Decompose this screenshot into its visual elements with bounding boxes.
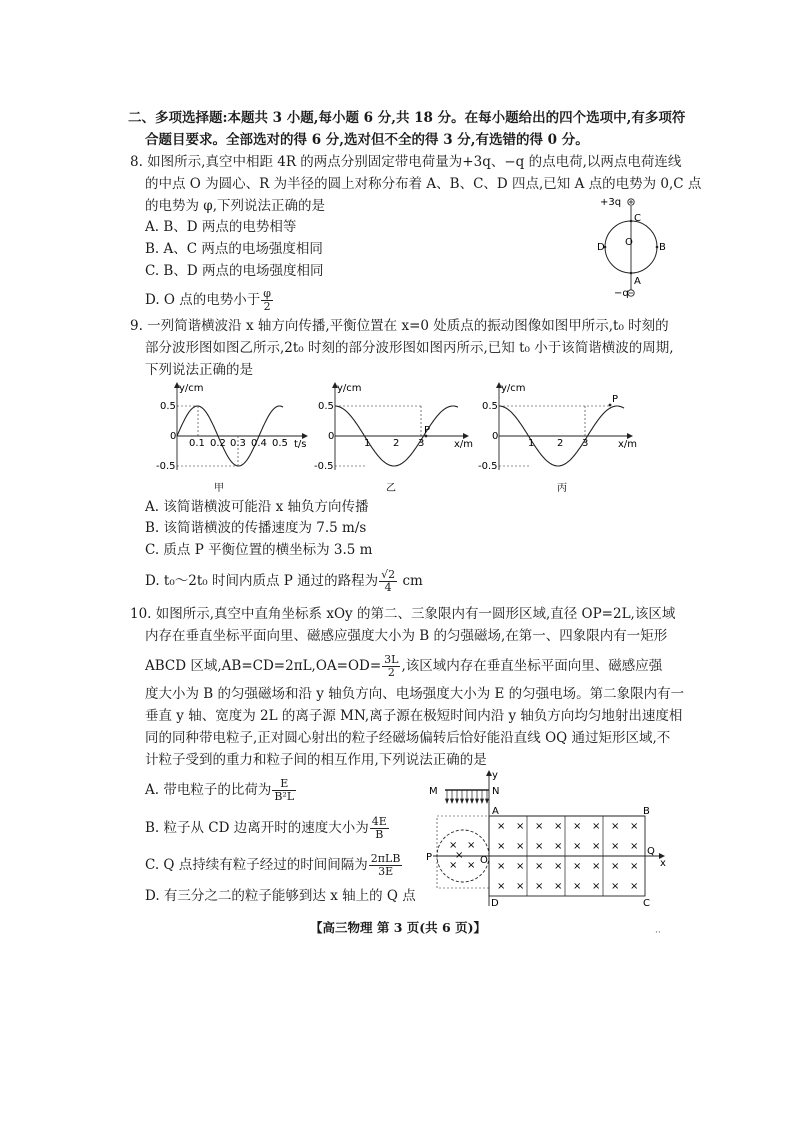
q9-option-d: D. t₀～2t₀ 时间内质点 P 通过的路程为 $\frac{√2}{4}$ cm bbox=[145, 568, 423, 594]
q10-field-cross: × bbox=[497, 841, 506, 852]
q8-line1: 8. 如图所示,真空中相距 4R 的两点分别固定带电荷量为+3q、−q 的点电荷,以两点电荷连线 bbox=[130, 154, 682, 170]
q10-label-m: M bbox=[429, 786, 438, 797]
q10-field-cross: × bbox=[592, 881, 601, 892]
q9-jia-tick: 0.2 bbox=[210, 438, 226, 449]
q10-field-cross: × bbox=[516, 861, 525, 872]
q9-option-b: B. 该简谐横波的传播速度为 7.5 m/s bbox=[145, 520, 367, 536]
q10-option-c: C. Q 点持续有粒子经过的时间间隔为 $\frac{\text{2πLB}}{3E}$ bbox=[145, 852, 401, 878]
q10-field-cross: × bbox=[611, 821, 620, 832]
q9-jia-tick: 0.1 bbox=[189, 438, 205, 449]
q10-line3: ABCD 区域,AB=CD=2πL,OA=OD= $\frac{3L}{2}$ ,该区域内存在垂直坐标平面向里、磁感应强 bbox=[145, 653, 663, 679]
q9-line3: 下列说法正确的是 bbox=[145, 362, 253, 378]
q10-circle-cross: × bbox=[449, 860, 458, 871]
q10-option-b: B. 粒子从 CD 边离开时的速度大小为 $\frac{4E}{B}$ bbox=[145, 815, 387, 841]
q10-field-cross: × bbox=[535, 881, 544, 892]
q10-field-cross: × bbox=[573, 861, 582, 872]
q9-jia-xlabel: t/s bbox=[294, 439, 307, 450]
q9-jia-tick: 0.4 bbox=[251, 438, 267, 449]
q10-field-cross: × bbox=[592, 821, 601, 832]
q10-field-cross: × bbox=[554, 821, 563, 832]
q9-yi-tick: 1 bbox=[364, 438, 371, 449]
q9-bing-ytop: 0.5 bbox=[482, 401, 498, 412]
q10-field-cross: × bbox=[611, 861, 620, 872]
q8-option-a: A. B、D 两点的电势相等 bbox=[145, 219, 297, 235]
q9-line2: 部分波形图如图乙所示,2t₀ 时刻的部分波形图如图丙所示,已知 t₀ 小于该简谐横波的周期, bbox=[145, 340, 674, 356]
q8-label-d: D bbox=[597, 242, 605, 253]
q9-figure-bing bbox=[472, 380, 642, 495]
q10-line5: 垂直 y 轴、宽度为 2L 的离子源 MN,离子源在极短时间内沿 y 轴负方向均匀地射出速度相 bbox=[145, 708, 683, 724]
q10-circle-cross: × bbox=[455, 850, 464, 861]
q10-label-x: x bbox=[660, 858, 666, 869]
q8-label-b: B bbox=[659, 242, 666, 253]
q10-option-d: D. 有三分之二的粒子能够到达 x 轴上的 Q 点 bbox=[145, 888, 416, 904]
q9-bing-tick: 3 bbox=[582, 438, 589, 449]
q9-bing-point-p: P bbox=[612, 394, 619, 405]
q10-field-cross: × bbox=[535, 821, 544, 832]
q8-line2: 的中点 O 为圆心、R 为半径的圆上对称分布着 A、B、C、D 四点,已知 A 点的电势为 0,C 点 bbox=[145, 176, 702, 192]
q10-label-n: N bbox=[492, 786, 500, 797]
q10-field-cross: × bbox=[630, 861, 639, 872]
q10-line4: 度大小为 B 的匀强磁场和沿 y 轴负方向、电场强度大小为 E 的匀强电场。第二象限内有一 bbox=[145, 686, 685, 702]
q8-line3: 的电势为 φ,下列说法正确的是 bbox=[145, 198, 326, 214]
q10-field-cross: × bbox=[592, 841, 601, 852]
q8-option-b: B. A、C 两点的电场强度相同 bbox=[145, 241, 323, 257]
q9-option-c: C. 质点 P 平衡位置的横坐标为 3.5 m bbox=[145, 542, 373, 558]
q9-yi-tick: 2 bbox=[393, 438, 400, 449]
q9-yi-xlabel: x/m bbox=[454, 439, 474, 450]
q10-circle-cross: × bbox=[467, 860, 476, 871]
q10-field-cross: × bbox=[554, 861, 563, 872]
q9-jia-caption: 甲 bbox=[214, 483, 224, 494]
q9-jia-tick: 0.5 bbox=[272, 438, 288, 449]
q10-field-cross: × bbox=[630, 841, 639, 852]
q9-bing-caption: 丙 bbox=[557, 483, 567, 494]
q9-jia-ytop: 0.5 bbox=[160, 401, 176, 412]
q9-jia-tick: 0.3 bbox=[230, 438, 246, 449]
corner-mark: ·· bbox=[655, 928, 661, 938]
q9-bing-xlabel: x/m bbox=[618, 439, 638, 450]
q8-option-c: C. B、D 两点的电场强度相同 bbox=[145, 263, 324, 279]
q9-bing-ylabel: y/cm bbox=[501, 383, 526, 394]
q9-yi-ybot: -0.5 bbox=[314, 461, 334, 472]
q10-field-figure bbox=[425, 768, 675, 910]
q8-label-top-charge: +3q bbox=[600, 197, 622, 208]
q10-circle-cross: × bbox=[467, 840, 476, 851]
q10-label-y: y bbox=[492, 770, 498, 781]
q9-yi-zero: 0 bbox=[328, 431, 335, 442]
q8-label-a: A bbox=[634, 276, 641, 287]
page-footer: 【高三物理 第 3 页(共 6 页)】 bbox=[310, 920, 486, 935]
q8-label-bottom-charge: −q bbox=[614, 288, 629, 299]
q10-label-d: D bbox=[491, 898, 499, 909]
q8-label-c: C bbox=[634, 213, 641, 224]
section-header-line1: 二、多项选择题:本题共 3 小题,每小题 6 分,共 18 分。在每小题给出的四个选项中,有多项符 bbox=[128, 110, 686, 126]
q10-circle-cross: × bbox=[449, 840, 458, 851]
q10-field-cross: × bbox=[592, 861, 601, 872]
q9-yi-tick: 3 bbox=[418, 438, 425, 449]
q10-field-cross: × bbox=[497, 861, 506, 872]
q8-option-d: D. O 点的电势小于 $\frac{\varphi}{2}$ bbox=[145, 287, 271, 313]
q10-label-a: A bbox=[492, 806, 499, 817]
q10-field-cross: × bbox=[630, 821, 639, 832]
q8-label-o: O bbox=[625, 237, 633, 248]
q10-field-cross: × bbox=[516, 841, 525, 852]
q10-field-cross: × bbox=[516, 821, 525, 832]
q8-charge-figure bbox=[598, 192, 668, 304]
q9-jia-ybot: -0.5 bbox=[156, 461, 176, 472]
q9-yi-point-p: P bbox=[424, 425, 431, 436]
q10-field-cross: × bbox=[611, 881, 620, 892]
q10-field-cross: × bbox=[573, 881, 582, 892]
q9-figure-yi bbox=[308, 380, 473, 495]
q10-label-p: P bbox=[426, 852, 433, 863]
q9-yi-caption: 乙 bbox=[386, 483, 396, 494]
q10-field-cross: × bbox=[611, 841, 620, 852]
q10-field-cross: × bbox=[535, 841, 544, 852]
q10-field-cross: × bbox=[535, 861, 544, 872]
q10-line2: 内存在垂直坐标平面向里、磁感应强度大小为 B 的匀强磁场,在第一、四象限内有一矩形 bbox=[145, 628, 668, 644]
q10-field-cross: × bbox=[630, 881, 639, 892]
q10-field-cross: × bbox=[554, 841, 563, 852]
q10-field-cross: × bbox=[497, 881, 506, 892]
section-header-line2: 合题目要求。全部选对的得 6 分,选对但不全的得 3 分,有选错的得 0 分。 bbox=[145, 132, 589, 148]
q9-option-a: A. 该简谐横波可能沿 x 轴负方向传播 bbox=[145, 499, 369, 515]
q10-field-cross: × bbox=[554, 881, 563, 892]
q10-field-cross: × bbox=[516, 881, 525, 892]
q9-yi-ytop: 0.5 bbox=[318, 401, 334, 412]
q10-label-c: C bbox=[643, 898, 650, 909]
q9-jia-zero: 0 bbox=[170, 431, 177, 442]
q9-yi-ylabel: y/cm bbox=[337, 383, 362, 394]
q9-bing-zero: 0 bbox=[492, 431, 499, 442]
q10-field-cross: × bbox=[497, 821, 506, 832]
q9-line1: 9. 一列简谐横波沿 x 轴方向传播,平衡位置在 x=0 处质点的振动图像如图甲所示,t₀ 时刻的 bbox=[130, 318, 669, 334]
q9-bing-tick: 2 bbox=[557, 438, 564, 449]
q10-option-a: A. 带电粒子的比荷为 $\frac{E}{\text{B²L}}$ bbox=[145, 777, 295, 803]
q10-label-q: Q bbox=[647, 846, 655, 857]
q10-line7: 计粒子受到的重力和粒子间的相互作用,下列说法正确的是 bbox=[145, 752, 487, 768]
q10-line6: 同的同种带电粒子,正对圆心射出的粒子经磁场偏转后恰好能沿直线 OQ 通过矩形区域,不 bbox=[145, 730, 671, 746]
q10-label-b: B bbox=[643, 806, 650, 817]
q9-bing-ybot: -0.5 bbox=[478, 461, 498, 472]
q9-jia-ylabel: y/cm bbox=[179, 383, 204, 394]
q9-figure-jia bbox=[150, 380, 310, 495]
q9-bing-tick: 1 bbox=[528, 438, 535, 449]
q10-label-o: O bbox=[480, 855, 488, 866]
q10-field-cross: × bbox=[573, 821, 582, 832]
q10-field-cross: × bbox=[573, 841, 582, 852]
q10-line1: 10. 如图所示,真空中直角坐标系 xOy 的第二、三象限内有一圆形区域,直径 OP=2L,该区域 bbox=[130, 606, 676, 622]
